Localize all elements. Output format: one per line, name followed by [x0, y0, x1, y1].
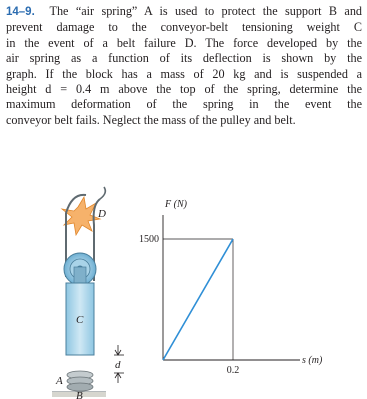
x-tick-label: 0.2: [226, 365, 240, 376]
label-C: C: [76, 314, 84, 326]
problem-line-5: graph. If the block has a mass of 20 kg and is suspended a: [6, 66, 362, 81]
label-A: A: [56, 375, 63, 387]
problem-line-8: conveyor belt fails. Neglect the mass of the pulley and belt.: [6, 112, 296, 127]
label-D: D: [98, 208, 106, 220]
problem-statement: [6, 4, 362, 128]
x-axis-label: s (m): [302, 355, 323, 366]
pulley: [64, 253, 96, 285]
figure-svg: [0, 185, 367, 399]
y-axis-label: F (N): [165, 199, 187, 210]
air-spring-A: [67, 371, 93, 391]
problem-line-1: 14–9. The “air spring” A is used to protect the support B and: [6, 4, 363, 18]
problem-line-4: air spring as a function of its deflection is shown by the: [6, 51, 362, 66]
problem-line-6: height d = 0.4 m above the top of the spring, determine the: [6, 82, 362, 97]
problem-number: 14–9.: [6, 6, 35, 18]
label-d: d: [115, 359, 121, 371]
label-B: B: [76, 390, 83, 399]
problem-line-3: in the event of a belt failure D. The force developed by the: [6, 35, 362, 50]
problem-figure: [0, 185, 367, 399]
problem-line-7: maximum deformation of the spring in the event the: [6, 97, 362, 112]
problem-line-2: prevent damage to the conveyor-belt tensioning weight C: [6, 20, 362, 35]
series-line-0: [163, 239, 233, 360]
force-deflection-graph: [139, 199, 323, 376]
y-tick-label: 1500: [139, 234, 159, 245]
